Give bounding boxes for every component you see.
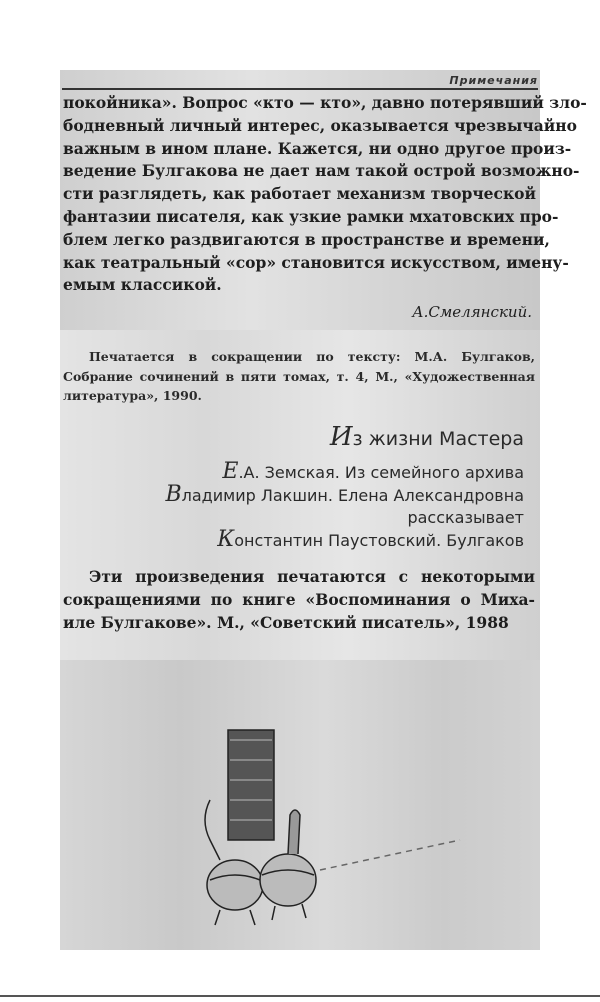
source-note (63, 347, 535, 406)
text-line: Печатается в сокращении по тексту: М.А. Булгаков, (89, 349, 535, 364)
text-line: сокращениями по книге «Воспоминания о Миха- (63, 589, 535, 609)
running-header (62, 74, 538, 90)
text-line: Собрание сочинений в пяти томах, т. 4, М., «Художественная (63, 368, 535, 384)
entry-text: ладимир Лакшин. Елена Александровна (181, 486, 524, 505)
text-line: иле Булгакове». М., «Советский писатель», 1988 (63, 612, 509, 632)
section-title (330, 422, 524, 452)
text-line: покойника». Вопрос «кто — кто», давно потерявший зло- (63, 93, 587, 112)
drop-cap: И (329, 422, 353, 452)
drop-cap: В (165, 482, 182, 507)
text-line: важным в ином плане. Кажется, ни одно другое произ- (63, 138, 572, 158)
article-text (63, 92, 587, 297)
kerosene-stove-illustration (180, 720, 480, 930)
text-line: ведение Булгакова не дает нам такой острой возможно- (63, 161, 580, 181)
closing-note (63, 566, 535, 634)
drop-cap: Е (222, 459, 239, 484)
author-signature: А.Смелянский. (412, 303, 532, 321)
entry-text: .А. Земская. Из семейного архива (238, 463, 524, 482)
contents-entry (165, 529, 524, 552)
text-line: блем легко раздвигаются в пространстве и времени, (63, 229, 550, 249)
entry-text: онстантин Паустовский. Булгаков (234, 531, 524, 550)
entry-text: рассказывает (407, 508, 524, 527)
text-line: как театральный «сор» становится искусством, имену- (63, 252, 569, 272)
contents-list (165, 461, 524, 552)
contents-entry (165, 461, 524, 484)
bottom-border (0, 995, 600, 997)
contents-entry (165, 507, 524, 529)
text-line: бодневный личный интерес, оказывается чрезвычайно (63, 115, 577, 135)
drop-cap: К (217, 527, 235, 552)
contents-entry (165, 484, 524, 507)
section-title-text: з жизни Мастера (352, 428, 524, 450)
running-header-title: Примечания (449, 74, 538, 87)
text-line: литература», 1990. (63, 388, 202, 403)
text-line: сти разглядеть, как работает механизм творческой (63, 184, 537, 204)
text-line: Эти произведения печатаются с некоторыми (89, 567, 535, 586)
text-line: фантазии писателя, как узкие рамки мхатовских про- (63, 206, 559, 226)
text-line: емым классикой. (63, 275, 222, 295)
